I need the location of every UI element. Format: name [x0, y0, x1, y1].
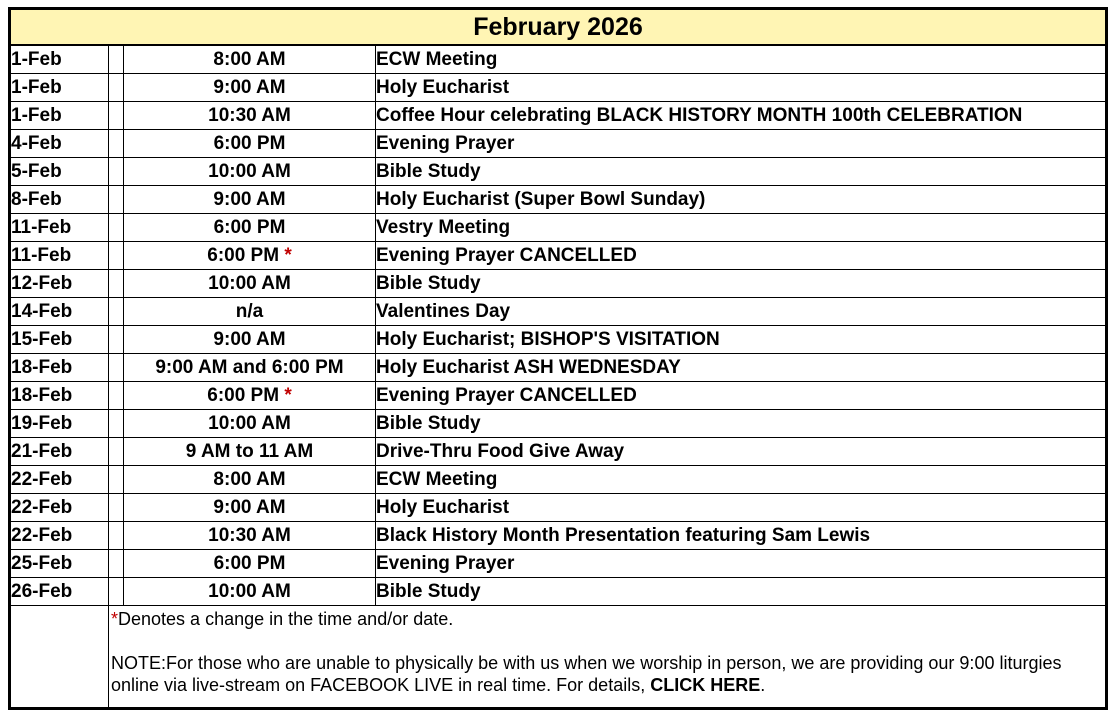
event-title: Holy Eucharist (Super Bowl Sunday) [376, 186, 1106, 214]
event-time: 8:00 AM [213, 48, 286, 70]
event-date: 1-Feb [11, 74, 109, 102]
event-date: 1-Feb [11, 46, 109, 74]
event-spacer [109, 186, 124, 214]
event-row [11, 522, 1105, 550]
event-title: Vestry Meeting [376, 214, 1106, 242]
event-time-cell [124, 578, 376, 606]
event-time: 9:00 AM [213, 328, 286, 350]
event-row [11, 102, 1105, 130]
livestream-note [111, 652, 1105, 696]
event-time: 8:00 AM [213, 468, 286, 490]
event-row [11, 214, 1105, 242]
event-row [11, 494, 1105, 522]
event-row [11, 46, 1105, 74]
event-time: 9:00 AM and 6:00 PM [155, 356, 344, 378]
event-title: Evening Prayer [376, 550, 1106, 578]
event-title: Holy Eucharist ASH WEDNESDAY [376, 354, 1106, 382]
event-date: 18-Feb [11, 354, 109, 382]
event-date: 19-Feb [11, 410, 109, 438]
notes-body [109, 606, 1105, 709]
event-spacer [109, 438, 124, 466]
event-spacer [109, 354, 124, 382]
event-title: Black History Month Presentation featuring Sam Lewis [376, 522, 1106, 550]
event-title: Bible Study [376, 410, 1106, 438]
event-title: Evening Prayer [376, 130, 1106, 158]
event-date: 22-Feb [11, 494, 109, 522]
event-time-cell [124, 158, 376, 186]
event-date: 11-Feb [11, 214, 109, 242]
event-time-cell [124, 382, 376, 410]
event-time: n/a [235, 300, 264, 322]
event-title: Evening Prayer CANCELLED [376, 242, 1106, 270]
event-spacer [109, 130, 124, 158]
event-time-cell [124, 354, 376, 382]
event-spacer [109, 242, 124, 270]
event-date: 18-Feb [11, 382, 109, 410]
note-end: . [760, 675, 766, 695]
event-row [11, 438, 1105, 466]
event-spacer [109, 270, 124, 298]
event-time: 6:00 PM [207, 244, 280, 266]
event-title: Valentines Day [376, 298, 1106, 326]
event-row [11, 410, 1105, 438]
event-spacer [109, 298, 124, 326]
event-row [11, 326, 1105, 354]
event-time: 10:30 AM [208, 104, 291, 126]
event-title: ECW Meeting [376, 466, 1106, 494]
event-time-cell [124, 74, 376, 102]
event-date: 26-Feb [11, 578, 109, 606]
event-time-cell [124, 522, 376, 550]
event-time: 6:00 PM [213, 216, 286, 238]
event-time: 9:00 AM [213, 76, 286, 98]
event-spacer [109, 102, 124, 130]
event-time: 9:00 AM [213, 188, 286, 210]
event-time: 6:00 PM [213, 132, 286, 154]
event-title: Evening Prayer CANCELLED [376, 382, 1106, 410]
event-time-cell [124, 466, 376, 494]
event-spacer [109, 214, 124, 242]
event-spacer [109, 550, 124, 578]
event-time-cell [124, 494, 376, 522]
event-row [11, 382, 1105, 410]
note-text: NOTE:For those who are unable to physically be with us when we worship in person, we are providing our 9:00 liturgies online via live-stream on FACEBOOK LIVE in real time. For details, [111, 653, 1062, 695]
event-spacer [109, 158, 124, 186]
event-spacer [109, 46, 124, 74]
event-time-cell [124, 326, 376, 354]
event-title: Holy Eucharist [376, 74, 1106, 102]
event-time-cell [124, 298, 376, 326]
event-date: 8-Feb [11, 186, 109, 214]
event-time-cell [124, 186, 376, 214]
event-row [11, 466, 1105, 494]
event-time-cell [124, 214, 376, 242]
event-time: 10:00 AM [208, 272, 291, 294]
event-row [11, 354, 1105, 382]
events-table [11, 46, 1105, 606]
event-time-cell [124, 242, 376, 270]
event-time: 10:00 AM [208, 160, 291, 182]
event-title: Coffee Hour celebrating BLACK HISTORY MONTH 100th CELEBRATION [376, 102, 1106, 130]
event-time-cell [124, 102, 376, 130]
event-row [11, 158, 1105, 186]
event-row [11, 242, 1105, 270]
event-row [11, 270, 1105, 298]
event-spacer [109, 494, 124, 522]
click-here-link[interactable]: CLICK HERE [650, 675, 761, 695]
event-title: Bible Study [376, 270, 1106, 298]
event-title: ECW Meeting [376, 46, 1106, 74]
event-spacer [109, 74, 124, 102]
event-date: 4-Feb [11, 130, 109, 158]
event-spacer [109, 410, 124, 438]
event-time-cell [124, 270, 376, 298]
event-date: 14-Feb [11, 298, 109, 326]
footnote [111, 608, 1105, 630]
event-date: 5-Feb [11, 158, 109, 186]
event-time: 10:00 AM [208, 580, 291, 602]
footnote-text: Denotes a change in the time and/or date. [118, 609, 454, 629]
event-title: Bible Study [376, 158, 1106, 186]
event-date: 22-Feb [11, 522, 109, 550]
event-spacer [109, 522, 124, 550]
event-time-cell [124, 438, 376, 466]
event-title: Holy Eucharist; BISHOP'S VISITATION [376, 326, 1106, 354]
event-row [11, 550, 1105, 578]
change-marker: * [284, 384, 292, 406]
event-row [11, 298, 1105, 326]
event-row [11, 578, 1105, 606]
event-row [11, 130, 1105, 158]
event-date: 1-Feb [11, 102, 109, 130]
event-time-cell [124, 550, 376, 578]
event-time: 9 AM to 11 AM [185, 440, 314, 462]
event-date: 21-Feb [11, 438, 109, 466]
event-time: 6:00 PM [213, 552, 286, 574]
event-time: 6:00 PM [207, 384, 280, 406]
event-time: 9:00 AM [213, 496, 286, 518]
change-marker: * [284, 244, 292, 266]
event-row [11, 74, 1105, 102]
event-date: 22-Feb [11, 466, 109, 494]
event-title: Drive-Thru Food Give Away [376, 438, 1106, 466]
event-date: 12-Feb [11, 270, 109, 298]
event-date: 25-Feb [11, 550, 109, 578]
event-time-cell [124, 130, 376, 158]
event-row [11, 186, 1105, 214]
notes-lead-cell [11, 606, 109, 709]
event-spacer [109, 382, 124, 410]
event-time: 10:30 AM [208, 524, 291, 546]
calendar-title: February 2026 [11, 10, 1105, 46]
event-time-cell [124, 46, 376, 74]
event-title: Holy Eucharist [376, 494, 1106, 522]
footnote-marker: * [111, 609, 119, 629]
event-time-cell [124, 410, 376, 438]
event-spacer [109, 578, 124, 606]
event-spacer [109, 326, 124, 354]
notes-section [11, 606, 1105, 709]
event-date: 15-Feb [11, 326, 109, 354]
calendar-sheet [8, 7, 1108, 710]
event-title: Bible Study [376, 578, 1106, 606]
event-spacer [109, 466, 124, 494]
event-time: 10:00 AM [208, 412, 291, 434]
event-date: 11-Feb [11, 242, 109, 270]
